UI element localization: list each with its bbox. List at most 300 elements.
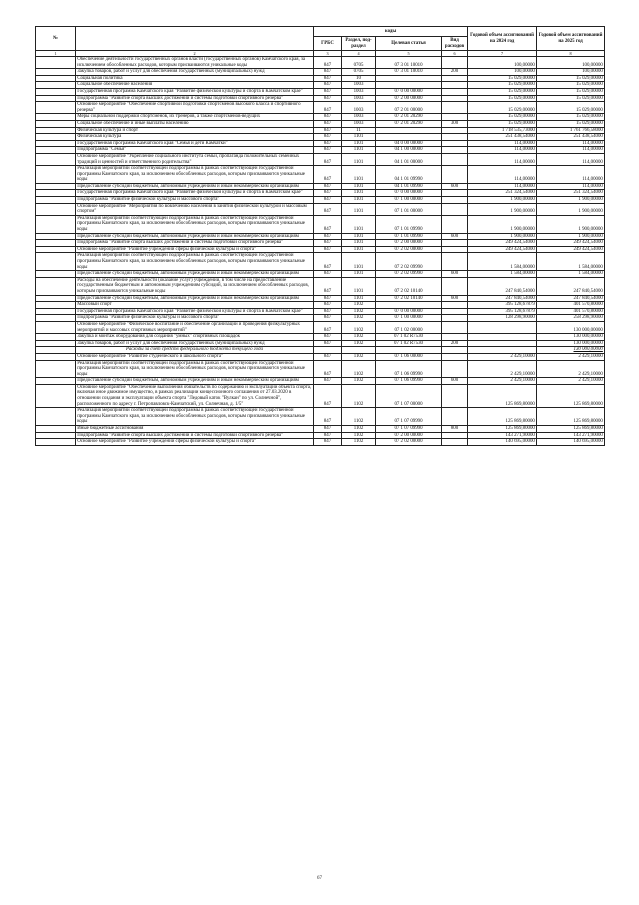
target-article-code: 07 1 07 09990: [376, 408, 442, 426]
row-number-cell: [36, 166, 76, 184]
item-name: Меры социальной поддержки спортсменов, их тренеров, а также спортсменов-ведущих: [76, 114, 314, 121]
amount-2025: 125 869,80000: [537, 408, 605, 426]
item-name: Основное мероприятие "Мероприятия по вовлечению населения в занятия физической культурой и массовым спортом": [76, 203, 314, 215]
row-number-cell: [36, 95, 76, 102]
expense-type-code: [442, 384, 468, 407]
grbs-code: [314, 347, 342, 354]
expense-type-code: 600: [442, 295, 468, 302]
header-name: [76, 27, 314, 51]
amount-2024: 15 029,00000: [468, 120, 537, 127]
amount-2024: [468, 321, 537, 333]
target-article-code: 07 2 01 00000: [376, 102, 442, 114]
section-code: [342, 347, 376, 354]
row-number-cell: [36, 120, 76, 127]
target-article-code: 07 1 02 00000: [376, 321, 442, 333]
target-article-code: 07 3 01 10010: [376, 57, 442, 69]
amount-2024: 2 429,10000: [468, 360, 537, 378]
expense-type-code: [442, 88, 468, 95]
page-number: 67: [317, 876, 322, 881]
item-name: Государственная программа Камчатского края "Развитие физической культуры и спорта в Камчатском крае": [76, 88, 314, 95]
expense-type-code: [442, 321, 468, 333]
table-row: [36, 334, 605, 341]
amount-2024: [468, 340, 537, 347]
table-row: [36, 190, 605, 197]
item-name: Предоставление субсидий бюджетным, автономным учреждениям и иным некоммерческим организациям: [76, 233, 314, 240]
table-row: [36, 360, 605, 378]
grbs-code: 847: [314, 240, 342, 247]
amount-2024: 249 424,54000: [468, 246, 537, 253]
amount-2025: 1 584,00000: [537, 253, 605, 271]
grbs-code: 847: [314, 246, 342, 253]
expense-type-code: [442, 240, 468, 247]
item-name: Государственная программа Камчатского края "Развитие физической культуры и спорта в Камчатском крае": [76, 190, 314, 197]
target-article-code: 07 1 02 R7530: [376, 340, 442, 347]
expense-type-code: [442, 203, 468, 215]
table-row: [36, 378, 605, 385]
row-number-cell: [36, 378, 76, 385]
grbs-code: 847: [314, 197, 342, 204]
grbs-code: 847: [314, 69, 342, 76]
expense-type-code: 200: [442, 69, 468, 76]
amount-2025: 114,00000: [537, 147, 605, 154]
item-name: Основное мероприятие "Обеспечение выполнения обязательств по содержанию и эксплуатации объекта спорта, включая иное движимое имущество, в рамках реализации концессионного соглашения от 27.03.2020 в отношении создания и эксплуатации объекта спорта "Ледовый каток "Вулкан" по ул. Солнечной", расположенного по адресу г. Петропавловск-Камчатский, ул. Солнечная, д. 1/5": [76, 384, 314, 407]
column-number: 2: [76, 51, 314, 57]
expense-type-code: [442, 302, 468, 309]
document-page: [35, 26, 604, 446]
expense-type-code: [442, 315, 468, 322]
amount-2025: 2 429,10000: [537, 353, 605, 360]
amount-2025: 100,00000: [537, 69, 605, 76]
row-number-cell: [36, 75, 76, 82]
section-code: 1101: [342, 246, 376, 253]
table-row: [36, 95, 605, 102]
header-volume-2024: Годовой объем ассигнований на 2024 год: [468, 27, 537, 51]
amount-2024: [468, 334, 537, 341]
grbs-code: 847: [314, 203, 342, 215]
table-row: [36, 321, 605, 333]
row-number-cell: [36, 347, 76, 354]
target-article-code: 07 2 02 10140: [376, 295, 442, 302]
section-code: 1101: [342, 153, 376, 165]
item-name: Массовый спорт: [76, 302, 314, 309]
target-article-code: 07 2 01 20290: [376, 114, 442, 121]
expense-type-code: [442, 57, 468, 69]
item-name: Реализация мероприятий соответствующей подпрограммы в рамках соответствующей государственной программы Камчатского края, за исключением обособленных расходов, которым присваиваются уникальные коды: [76, 360, 314, 378]
row-number-cell: [36, 82, 76, 89]
amount-2025: 15 029,00000: [537, 102, 605, 114]
row-number-cell: [36, 384, 76, 407]
header-row-codes: [36, 27, 605, 37]
item-name: Основное мероприятие "Укрепление социального института семьи, пропаганда положительных семейных традиций и ценностей и ответственного родительства": [76, 153, 314, 165]
row-number-cell: [36, 308, 76, 315]
expense-type-code: [442, 75, 468, 82]
amount-2025: 251 324,54000: [537, 190, 605, 197]
section-code: 1102: [342, 432, 376, 439]
expense-type-code: [442, 253, 468, 271]
table-row: [36, 347, 605, 354]
target-article-code: 07 1 00 00000: [376, 197, 442, 204]
expense-type-code: [442, 134, 468, 141]
table-row: [36, 57, 605, 69]
item-name: Государственная программа Камчатского края "Развитие физической культуры и спорта в Камчатском крае": [76, 308, 314, 315]
table-row: [36, 102, 605, 114]
section-code: 1102: [342, 321, 376, 333]
grbs-code: 847: [314, 426, 342, 433]
row-number-cell: [36, 203, 76, 215]
grbs-code: 847: [314, 295, 342, 302]
table-row: [36, 166, 605, 184]
item-name: Реализация мероприятий соответствующей подпрограммы в рамках соответствующей государственной программы Камчатского края, за исключением обособленных расходов, которым присваиваются уникальные коды: [76, 408, 314, 426]
section-code: 1003: [342, 88, 376, 95]
section-code: 1102: [342, 408, 376, 426]
amount-2024: 2 429,10000: [468, 378, 537, 385]
amount-2024: 100,00000: [468, 69, 537, 76]
target-article-code: 04 1 01 09990: [376, 183, 442, 190]
amount-2024: 100,00000: [468, 57, 537, 69]
item-name: Закупка и монтаж оборудования для создания "умных" спортивных площадок: [76, 334, 314, 341]
expense-type-code: [442, 114, 468, 121]
target-article-code: 07 0 00 00000: [376, 88, 442, 95]
row-number-cell: [36, 334, 76, 341]
expense-type-code: 800: [442, 426, 468, 433]
amount-2025: 2 429,10000: [537, 360, 605, 378]
target-article-code: 07 2 02 00000: [376, 439, 442, 446]
grbs-code: 847: [314, 140, 342, 147]
amount-2024: 1 900,00000: [468, 197, 537, 204]
item-name: Реализация мероприятий соответствующей подпрограммы в рамках соответствующей государственной программы Камчатского края, за исключением обособленных расходов, которым присваиваются уникальные коды: [76, 166, 314, 184]
section-code: 1003: [342, 120, 376, 127]
amount-2024: 143 271,90000: [468, 432, 537, 439]
target-article-code: 07 2 00 00000: [376, 95, 442, 102]
table-row: [36, 197, 605, 204]
grbs-code: 847: [314, 308, 342, 315]
amount-2025: 1 900,00000: [537, 233, 605, 240]
target-article-code: [376, 134, 442, 141]
amount-2024: 1 900,00000: [468, 203, 537, 215]
amount-2025: 15 029,00000: [537, 120, 605, 127]
amount-2024: 125 869,80000: [468, 384, 537, 407]
expense-type-code: [442, 360, 468, 378]
row-number-cell: [36, 277, 76, 295]
grbs-code: 847: [314, 334, 342, 341]
table-row: [36, 426, 605, 433]
amount-2025: 114,00000: [537, 153, 605, 165]
section-code: 11: [342, 127, 376, 134]
table-row: [36, 114, 605, 121]
item-name: Закупка товаров, работ и услуг для обеспечения государственных (муниципальных) нужд: [76, 340, 314, 347]
section-code: 1102: [342, 334, 376, 341]
item-name: Иные бюджетные ассигнования: [76, 426, 314, 433]
item-name: Предоставление субсидий бюджетным, автономным учреждениям и иным некоммерческим организациям: [76, 378, 314, 385]
column-number: 6: [442, 51, 468, 57]
section-code: 1101: [342, 197, 376, 204]
expense-type-code: 600: [442, 378, 468, 385]
grbs-code: 847: [314, 321, 342, 333]
expense-type-code: [442, 102, 468, 114]
row-number-cell: [36, 432, 76, 439]
row-number-cell: [36, 183, 76, 190]
item-name: Подпрограмма "Развитие спорта высших достижений и системы подготовки спортивного резерва": [76, 240, 314, 247]
grbs-code: 847: [314, 75, 342, 82]
amount-2025: 130 000,00000: [537, 347, 605, 354]
amount-2024: 140 695,00000: [468, 439, 537, 446]
column-number: 4: [342, 51, 376, 57]
section-code: 1101: [342, 134, 376, 141]
amount-2024: 15 029,00000: [468, 82, 537, 89]
amount-2025: 249 424,54000: [537, 240, 605, 247]
item-name: Подпрограмма "Развитие физической культуры и массового спорта": [76, 315, 314, 322]
table-row: [36, 69, 605, 76]
grbs-code: 847: [314, 315, 342, 322]
table-row: [36, 308, 605, 315]
header-target-article: Целевая статья: [376, 37, 442, 51]
grbs-code: 847: [314, 277, 342, 295]
row-number-cell: [36, 69, 76, 76]
item-name: Обеспечение деятельности государственных органов власти (государственных органов) Камчатского края, за исключением обособленных расходов, которым присваиваются уникальные коды: [76, 57, 314, 69]
amount-2025: 15 029,00000: [537, 82, 605, 89]
table-row: [36, 153, 605, 165]
target-article-code: 07 1 06 00000: [376, 353, 442, 360]
budget-table: [35, 26, 605, 446]
item-name: Основное мероприятие "Развитие учреждений сферы физической культуры и спорта": [76, 439, 314, 446]
amount-2024: 15 029,00000: [468, 114, 537, 121]
amount-2024: 114,00000: [468, 140, 537, 147]
row-number-cell: [36, 340, 76, 347]
target-article-code: 04 1 00 00000: [376, 147, 442, 154]
amount-2025: 2 429,10000: [537, 378, 605, 385]
grbs-code: 847: [314, 302, 342, 309]
target-article-code: 04 0 00 00000: [376, 140, 442, 147]
grbs-code: 847: [314, 253, 342, 271]
header-grbs: ГРБС: [314, 37, 342, 51]
item-name: Предоставление субсидий бюджетным, автономным учреждениям и иным некоммерческим организациям: [76, 271, 314, 278]
expense-type-code: [442, 215, 468, 233]
row-number-cell: [36, 134, 76, 141]
expense-type-code: [442, 127, 468, 134]
amount-2024: 15 029,00000: [468, 95, 537, 102]
section-code: 0705: [342, 69, 376, 76]
section-code: 0705: [342, 57, 376, 69]
amount-2024: 15 029,00000: [468, 75, 537, 82]
section-code: 1102: [342, 439, 376, 446]
row-number-cell: [36, 215, 76, 233]
expense-type-code: [442, 166, 468, 184]
item-name: Подпрограмма "Развитие спорта высших достижений и системы подготовки спортивного резерва": [76, 95, 314, 102]
section-code: 1101: [342, 183, 376, 190]
target-article-code: 04 1 01 00000: [376, 153, 442, 165]
target-article-code: 04 1 01 09990: [376, 166, 442, 184]
row-number-cell: [36, 114, 76, 121]
amount-2025: 125 869,80000: [537, 384, 605, 407]
row-number-cell: [36, 408, 76, 426]
row-number-cell: [36, 295, 76, 302]
amount-2025: 143 271,90000: [537, 432, 605, 439]
amount-2025: 258 298,90000: [537, 315, 605, 322]
grbs-code: 847: [314, 432, 342, 439]
target-article-code: [376, 347, 442, 354]
target-article-code: 07 1 07 09990: [376, 426, 442, 433]
target-article-code: 07 2 01 20290: [376, 120, 442, 127]
expense-type-code: [442, 82, 468, 89]
expense-type-code: [442, 439, 468, 446]
target-article-code: 07 3 01 10010: [376, 69, 442, 76]
amount-2024: 247 840,54000: [468, 277, 537, 295]
target-article-code: 07 2 02 09990: [376, 271, 442, 278]
column-number: 8: [537, 51, 605, 57]
section-code: 1003: [342, 114, 376, 121]
grbs-code: 847: [314, 102, 342, 114]
grbs-code: 847: [314, 57, 342, 69]
row-number-cell: [36, 426, 76, 433]
amount-2025: 247 840,54000: [537, 277, 605, 295]
amount-2025: 1 900,00000: [537, 197, 605, 204]
item-name: Основное мероприятие "Обеспечение спортивной подготовки спортсменов высокого класса и спортивного резерва": [76, 102, 314, 114]
target-article-code: 07 1 01 09990: [376, 233, 442, 240]
amount-2025: 15 029,00000: [537, 114, 605, 121]
amount-2024: 114,00000: [468, 153, 537, 165]
item-name: Предоставление субсидий бюджетным, автономным учреждениям и иным некоммерческим организациям: [76, 295, 314, 302]
target-article-code: 07 2 00 00000: [376, 240, 442, 247]
item-name: Реализация мероприятий соответствующей подпрограммы в рамках соответствующей государственной программы Камчатского края, за исключением обособленных расходов, которым присваиваются уникальные коды: [76, 215, 314, 233]
amount-2024: 15 029,00000: [468, 102, 537, 114]
expense-type-code: 600: [442, 233, 468, 240]
amount-2024: 15 029,00000: [468, 88, 537, 95]
table-row: [36, 340, 605, 347]
amount-2025: 114,00000: [537, 140, 605, 147]
amount-2024: 125 869,80000: [468, 408, 537, 426]
column-number: 5: [376, 51, 442, 57]
grbs-code: 847: [314, 271, 342, 278]
amount-2024: 2 429,10000: [468, 353, 537, 360]
amount-2025: 130 000,00000: [537, 321, 605, 333]
expense-type-code: [442, 153, 468, 165]
column-number: 3: [314, 51, 342, 57]
section-code: 1101: [342, 253, 376, 271]
grbs-code: 847: [314, 127, 342, 134]
item-name: Физическая культура: [76, 134, 314, 141]
table-row: [36, 120, 605, 127]
section-code: 1101: [342, 147, 376, 154]
header-expense-type: Вид расходов: [442, 37, 468, 51]
item-name: Физическая культура и спорт: [76, 127, 314, 134]
row-number-cell: [36, 360, 76, 378]
amount-2025: 114,00000: [537, 183, 605, 190]
grbs-code: 847: [314, 353, 342, 360]
item-name: Закупка товаров, работ и услуг для обеспечения государственных (муниципальных) нужд: [76, 69, 314, 76]
row-number-cell: [36, 240, 76, 247]
section-code: 1003: [342, 102, 376, 114]
grbs-code: 847: [314, 233, 342, 240]
expense-type-code: [442, 334, 468, 341]
amount-2024: 1 900,00000: [468, 233, 537, 240]
section-code: 1102: [342, 315, 376, 322]
table-row: [36, 302, 605, 309]
target-article-code: 07 2 00 00000: [376, 432, 442, 439]
section-code: 1102: [342, 308, 376, 315]
header-number: №: [36, 27, 76, 51]
grbs-code: 847: [314, 82, 342, 89]
table-row: [36, 271, 605, 278]
grbs-code: 847: [314, 190, 342, 197]
grbs-code: 847: [314, 95, 342, 102]
grbs-code: 847: [314, 120, 342, 127]
amount-2025: 249 424,54000: [537, 246, 605, 253]
table-row: [36, 384, 605, 407]
amount-2025: 15 029,00000: [537, 95, 605, 102]
item-name: Реализация мероприятий соответствующей подпрограммы в рамках соответствующей государственной программы Камчатского края, за исключением обособленных расходов, которым присваиваются уникальные коды: [76, 253, 314, 271]
section-code: 1101: [342, 233, 376, 240]
grbs-code: 847: [314, 134, 342, 141]
section-code: 1101: [342, 190, 376, 197]
target-article-code: 07 0 00 00000: [376, 190, 442, 197]
section-code: 1101: [342, 277, 376, 295]
grbs-code: 847: [314, 384, 342, 407]
table-row: [36, 147, 605, 154]
row-number-cell: [36, 140, 76, 147]
amount-2025: 401 570,80000: [537, 308, 605, 315]
item-name: Основное мероприятие "Развитие учреждений сферы физической культуры и спорта": [76, 246, 314, 253]
amount-2025: 247 840,54000: [537, 295, 605, 302]
grbs-code: 847: [314, 408, 342, 426]
row-number-cell: [36, 353, 76, 360]
table-row: [36, 240, 605, 247]
grbs-code: 847: [314, 114, 342, 121]
table-row: [36, 215, 605, 233]
target-article-code: 07 0 00 00000: [376, 308, 442, 315]
amount-2024: 1 900,00000: [468, 215, 537, 233]
target-article-code: 07 2 02 00000: [376, 246, 442, 253]
expense-type-code: [442, 197, 468, 204]
table-row: [36, 315, 605, 322]
target-article-code: [376, 302, 442, 309]
expense-type-code: [442, 432, 468, 439]
grbs-code: 847: [314, 166, 342, 184]
amount-2025: 1 584,00000: [537, 271, 605, 278]
target-article-code: 07 2 02 09990: [376, 253, 442, 271]
amount-2025: 140 695,00000: [537, 439, 605, 446]
expense-type-code: 200: [442, 340, 468, 347]
amount-2024: 251 324,54000: [468, 190, 537, 197]
section-code: 1102: [342, 340, 376, 347]
expense-type-code: [442, 353, 468, 360]
target-article-code: 07 1 01 09990: [376, 215, 442, 233]
table-row: [36, 408, 605, 426]
amount-2025: 1 761 766,58000: [537, 127, 605, 134]
amount-2024: 247 840,54000: [468, 295, 537, 302]
row-number-cell: [36, 246, 76, 253]
amount-2024: 114,00000: [468, 183, 537, 190]
row-number-cell: [36, 271, 76, 278]
section-code: 1102: [342, 426, 376, 433]
table-row: [36, 88, 605, 95]
section-code: 1102: [342, 378, 376, 385]
section-code: 1101: [342, 240, 376, 247]
amount-2025: 100,00000: [537, 57, 605, 69]
section-code: 1102: [342, 302, 376, 309]
amount-2025: 251 438,54000: [537, 134, 605, 141]
expense-type-code: 600: [442, 183, 468, 190]
grbs-code: 847: [314, 378, 342, 385]
item-name: Социальное обеспечение и иные выплаты населению: [76, 120, 314, 127]
row-number-cell: [36, 127, 76, 134]
grbs-code: 847: [314, 153, 342, 165]
table-row: [36, 82, 605, 89]
amount-2025: 130 000,00000: [537, 340, 605, 347]
item-name: Социальное обеспечение населения: [76, 82, 314, 89]
section-code: 10: [342, 75, 376, 82]
expense-type-code: [442, 95, 468, 102]
header-codes: коды: [314, 27, 468, 37]
